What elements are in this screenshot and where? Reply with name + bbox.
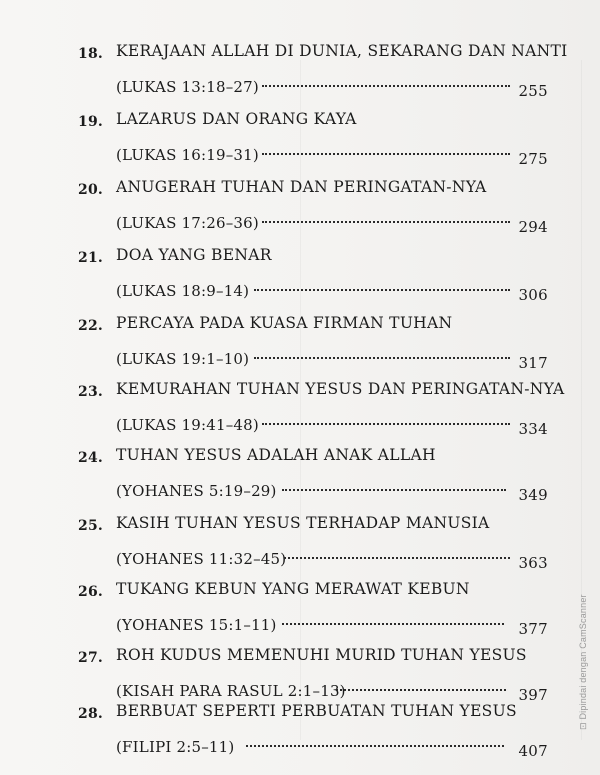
entry-number: 21. [78,250,103,266]
scanner-watermark [578,594,589,730]
dot-leader [262,85,510,87]
toc-entry [0,698,600,758]
entry-page-number: 255 [518,82,548,100]
scanner-credit-text: Dipindai dengan CamScanner [578,594,588,720]
dot-leader [246,745,504,747]
toc-entry [0,106,600,166]
entry-title: KEMURAHAN TUHAN YESUS DAN PERINGATAN-NYA [116,380,565,398]
entry-number: 25. [78,518,103,534]
toc-entry [0,642,600,702]
entry-reference: (LUKAS 16:19–31) [116,146,259,164]
entry-page-number: 377 [518,620,548,638]
entry-reference: (LUKAS 19:1–10) [116,350,250,368]
dot-leader [282,489,506,491]
entry-title: KASIH TUHAN YESUS TERHADAP MANUSIA [116,514,490,532]
toc-entry [0,376,600,436]
dot-leader [262,423,510,425]
entry-number: 20. [78,182,103,198]
dot-leader [284,557,510,559]
toc-entry [0,242,600,302]
toc-entry [0,38,600,98]
entry-title: KERAJAAN ALLAH DI DUNIA, SEKARANG DAN NANTI [116,42,568,60]
toc-entry [0,442,600,502]
dot-leader [262,153,510,155]
entry-reference: (YOHANES 15:1–11) [116,616,277,634]
entry-reference: (LUKAS 19:41–48) [116,416,259,434]
dot-leader [282,623,504,625]
entry-number: 27. [78,650,103,666]
entry-reference: (YOHANES 5:19–29) [116,482,277,500]
toc-entry [0,174,600,234]
entry-reference: (LUKAS 17:26–36) [116,214,259,232]
entry-page-number: 334 [518,420,548,438]
entry-title: LAZARUS DAN ORANG KAYA [116,110,357,128]
entry-number: 26. [78,584,103,600]
entry-title: ANUGERAH TUHAN DAN PERINGATAN-NYA [116,178,487,196]
entry-number: 28. [78,706,103,722]
entry-title: DOA YANG BENAR [116,246,272,264]
entry-reference: (FILIPI 2:5–11) [116,738,235,756]
entry-page-number: 317 [518,354,548,372]
camscanner-icon: ⊡ [578,719,588,730]
entry-page-number: 294 [518,218,548,236]
dot-leader [262,221,510,223]
toc-entry [0,310,600,370]
entry-title: TUKANG KEBUN YANG MERAWAT KEBUN [116,580,470,598]
entry-title: PERCAYA PADA KUASA FIRMAN TUHAN [116,314,453,332]
entry-page-number: 363 [518,554,548,572]
dot-leader [254,357,510,359]
entry-number: 18. [78,46,103,62]
entry-reference: (KISAH PARA RASUL 2:1–13) [116,682,346,700]
entry-page-number: 397 [518,686,548,704]
dot-leader [254,289,510,291]
entry-title: TUHAN YESUS ADALAH ANAK ALLAH [116,446,436,464]
entry-reference: (YOHANES 11:32–45) [116,550,287,568]
entry-page-number: 306 [518,286,548,304]
dot-leader [336,689,506,691]
toc-entry [0,576,600,636]
entry-number: 24. [78,450,103,466]
entry-page-number: 407 [518,742,548,760]
entry-reference: (LUKAS 18:9–14) [116,282,250,300]
entry-page-number: 275 [518,150,548,168]
toc-entry [0,510,600,570]
entry-title: ROH KUDUS MEMENUHI MURID TUHAN YESUS [116,646,527,664]
entry-number: 22. [78,318,103,334]
entry-reference: (LUKAS 13:18–27) [116,78,259,96]
entry-page-number: 349 [518,486,548,504]
entry-title: BERBUAT SEPERTI PERBUATAN TUHAN YESUS [116,702,517,720]
entry-number: 19. [78,114,103,130]
entry-number: 23. [78,384,103,400]
